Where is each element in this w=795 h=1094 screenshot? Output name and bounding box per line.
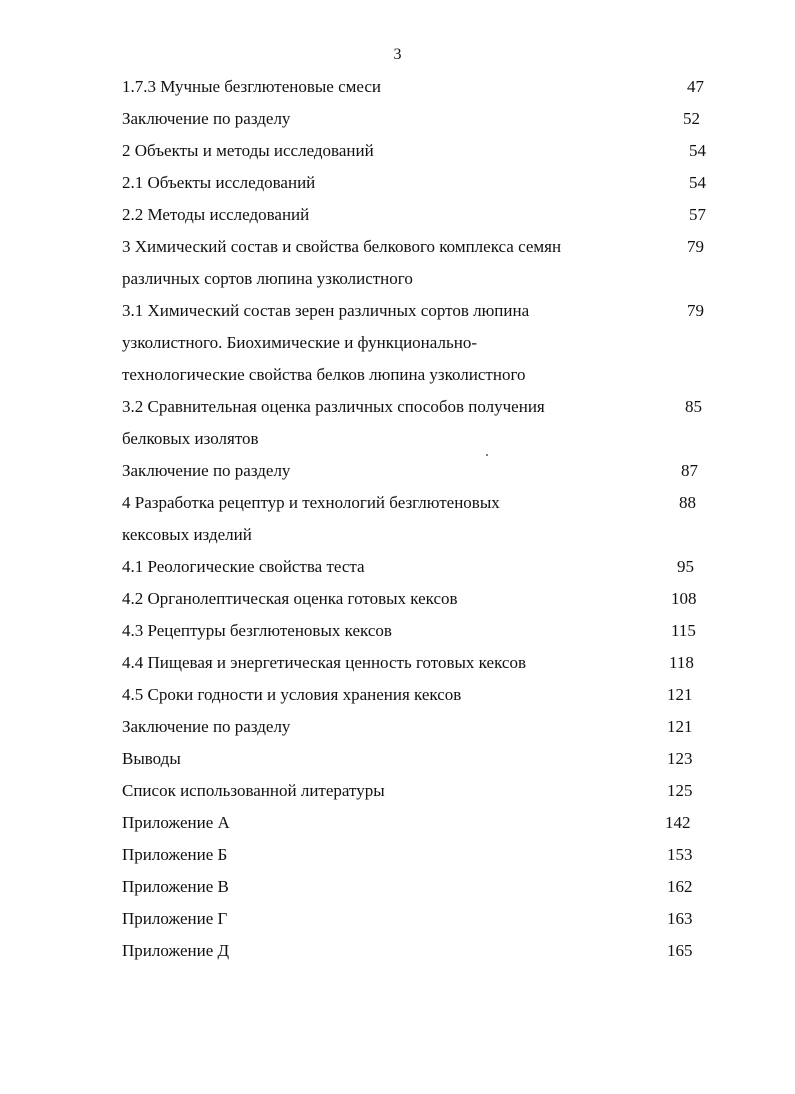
toc-entry	[122, 135, 712, 167]
toc-entry	[122, 711, 712, 743]
toc-entry	[122, 935, 712, 967]
toc-entry	[122, 231, 712, 295]
toc-entry-page-number: 57	[689, 205, 706, 224]
toc-entry-title-line: 2.1 Объекты исследований	[122, 173, 316, 192]
toc-entry-title-line: 4 Разработка рецептур и технологий безглютеновых	[122, 493, 500, 512]
toc-entry	[122, 903, 712, 935]
toc-entry	[122, 103, 712, 135]
toc-entry-page-number: 165	[667, 941, 693, 960]
toc-entry-title-line: 3 Химический состав и свойства белкового комплекса семян	[122, 237, 562, 256]
toc-entry-title-line: Приложение В	[122, 877, 229, 896]
toc-entry-title-line: Список использованной литературы	[122, 781, 385, 800]
toc-entry-title-line: Заключение по разделу	[122, 461, 291, 480]
toc-entry-title-line: белковых изолятов	[122, 429, 259, 448]
toc-entry	[122, 167, 712, 199]
toc-entry-title-line: Заключение по разделу	[122, 717, 291, 736]
toc-entry-title-line: 4.2 Органолептическая оценка готовых кексов	[122, 589, 458, 608]
toc-entry	[122, 551, 712, 583]
toc-entry-page-number: 95	[677, 557, 694, 576]
toc-entry-page-number: 125	[667, 781, 693, 800]
toc-entry	[122, 455, 712, 487]
toc-entry-title-line: узколистного. Биохимические и функционально-	[122, 333, 477, 352]
toc-entry	[122, 839, 712, 871]
toc-entry-page-number: 118	[669, 653, 694, 672]
toc-entry-title-line: Выводы	[122, 749, 181, 768]
toc-entry-title-line: 4.3 Рецептуры безглютеновых кексов	[122, 621, 392, 640]
toc-entry	[122, 295, 712, 391]
toc-entry-page-number: 153	[667, 845, 693, 864]
toc-entry-page-number: 163	[667, 909, 693, 928]
toc-entry-page-number: 121	[667, 685, 693, 704]
page-number: 3	[393, 46, 402, 63]
toc-entry-title-line: Приложение Б	[122, 845, 228, 864]
toc-entry-title-line: 3.2 Сравнительная оценка различных способов получения	[122, 397, 545, 416]
toc-entry-page-number: 88	[679, 493, 696, 512]
toc-entry	[122, 615, 712, 647]
toc-entry	[122, 583, 712, 615]
toc-entry	[122, 807, 712, 839]
toc-entry-title-line: 3.1 Химический состав зерен различных сортов люпина	[122, 301, 530, 320]
toc-entry	[122, 391, 712, 455]
toc-entry-page-number: 54	[689, 141, 706, 160]
toc-entry	[122, 679, 712, 711]
toc-entry-page-number: 142	[665, 813, 691, 832]
toc-entry-title-line: кексовых изделий	[122, 525, 252, 544]
toc-entry-page-number: 162	[667, 877, 693, 896]
toc-entry-title-line: Приложение Д	[122, 941, 230, 960]
toc-entry	[122, 71, 712, 103]
toc-entry-title-line: 4.4 Пищевая и энергетическая ценность готовых кексов	[122, 653, 526, 672]
toc-entry-page-number: 121	[667, 717, 693, 736]
toc-entry-page-number: 87	[681, 461, 698, 480]
toc-entry-page-number: 54	[689, 173, 706, 192]
toc-entry-title-line: 4.5 Сроки годности и условия хранения кексов	[122, 685, 462, 704]
toc-entry-page-number: 108	[671, 589, 697, 608]
toc-entry	[122, 775, 712, 807]
toc-entry	[122, 199, 712, 231]
table-of-contents	[122, 71, 712, 967]
toc-entry-page-number: 79	[687, 301, 704, 320]
toc-entry-title-line: 2.2 Методы исследований	[122, 205, 310, 224]
toc-entry-title-line: различных сортов люпина узколистного	[122, 269, 413, 288]
toc-entry-page-number: 52	[683, 109, 700, 128]
toc-entry-page-number: 79	[687, 237, 704, 256]
toc-entry-title-line: Приложение А	[122, 813, 230, 832]
toc-entry	[122, 743, 712, 775]
toc-entry-page-number: 123	[667, 749, 693, 768]
toc-entry-page-number: 115	[671, 621, 696, 640]
toc-entry-page-number: 47	[687, 77, 704, 96]
toc-entry-title-line: 2 Объекты и методы исследований	[122, 141, 374, 160]
toc-entry-title-line: 1.7.3 Мучные безглютеновые смеси	[122, 77, 382, 96]
toc-entry	[122, 487, 712, 551]
toc-entry-title-line: технологические свойства белков люпина узколистного	[122, 365, 526, 384]
toc-entry	[122, 647, 712, 679]
toc-entry-title-line: 4.1 Реологические свойства теста	[122, 557, 365, 576]
toc-entry-title-line: Приложение Г	[122, 909, 228, 928]
toc-entry-page-number: 85	[685, 397, 702, 416]
toc-entry	[122, 871, 712, 903]
toc-entry-title-line: Заключение по разделу	[122, 109, 291, 128]
scan-speck	[486, 454, 488, 456]
